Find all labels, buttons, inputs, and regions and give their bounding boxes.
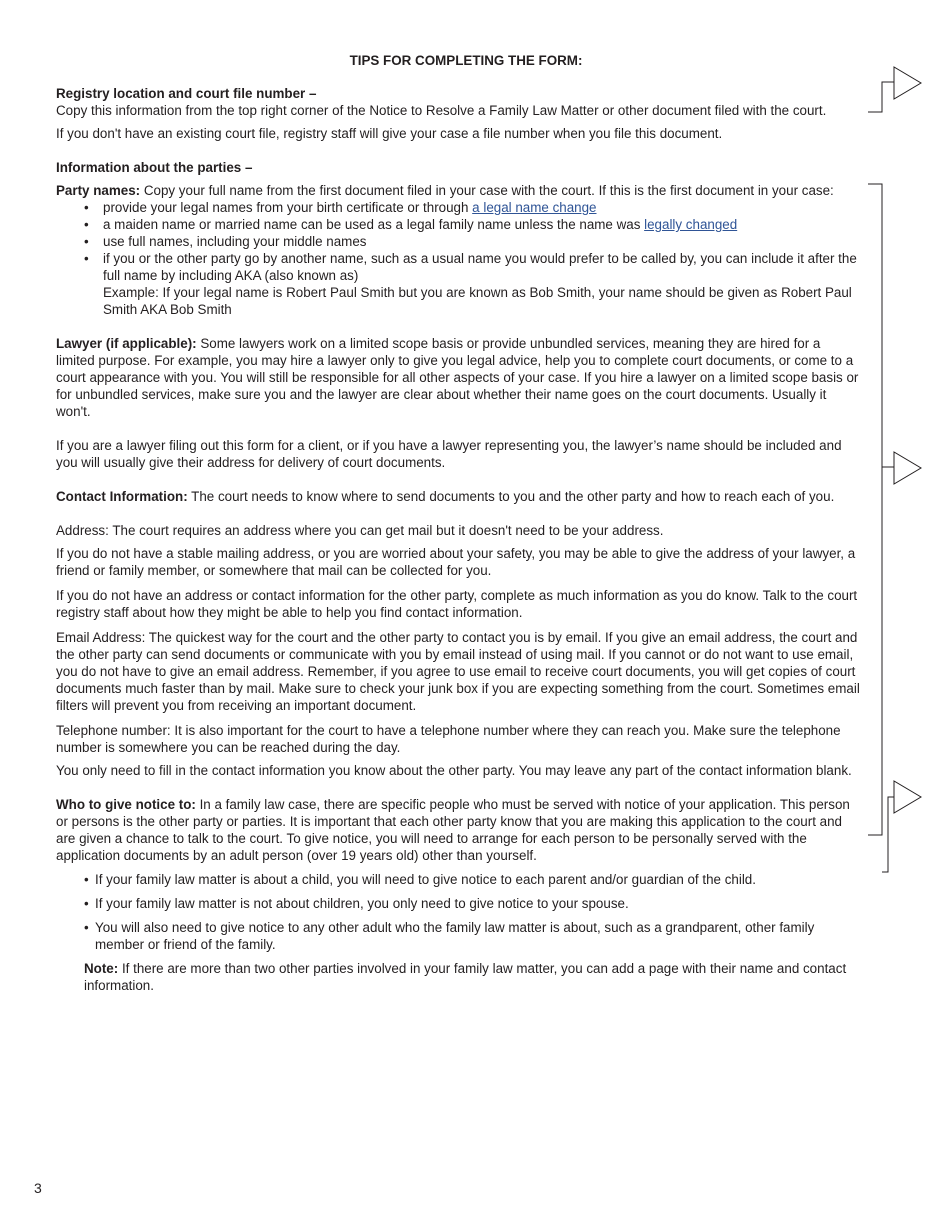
legally-changed-link[interactable]: legally changed (644, 217, 738, 232)
aka-example: Example: If your legal name is Robert Paul Smith but you are known as Bob Smith, your name should be given as Robert Paul Smith AKA Bob Smith (103, 285, 852, 317)
lawyer-paragraph (56, 335, 862, 420)
notice-text: In a family law case, there are specific people who must be served with notice of your application. This person or persons is the other party or parties. It is important that each other party know that you are making this application to the court and are given a chance to talk to the court. To give notice, you will need to arrange for each person to be personally served with the application documents by an adult person (over 19 years old) other than yourself. (56, 797, 850, 863)
bullet-icon: • (84, 896, 89, 911)
page-number: 3 (34, 1180, 42, 1196)
notice-label: Who to give notice to: (56, 797, 196, 812)
lawyer-text: Some lawyers work on a limited scope basis or provide unbundled services, meaning they are hired for a limited purpose. For example, you may hire a lawyer only to give you legal advice, help you to complete court documents, or come to a court appearance with you. You will still be responsible for all other aspects of your case. If you hire a lawyer on a limited scope basis or for unbundled services, make sure you and the lawyer are clear about whether their name goes on the court documents. Usually it won't. (56, 336, 859, 419)
party-names-label: Party names: (56, 183, 141, 198)
bullet-icon: • (84, 251, 89, 266)
parties-heading: Information about the parties – (56, 160, 253, 175)
bracket-notice (882, 781, 921, 872)
notice-list (56, 871, 862, 953)
list-item (84, 199, 862, 216)
lawyer-label: Lawyer (if applicable): (56, 336, 197, 351)
note-text: If there are more than two other parties involved in your family law matter, you can add a page with their name and contact information. (84, 961, 847, 993)
notice-paragraph (56, 796, 862, 864)
other-party-contact-paragraph: If you do not have an address or contact information for the other party, complete as much information as you do know. Talk to the court registry staff about how they might be able to help you find contact information. (56, 588, 858, 620)
bracket-parties (868, 184, 921, 835)
list-item-text: a maiden name or married name can be used as a legal family name unless the name was (103, 217, 645, 232)
bullet-icon: • (84, 200, 89, 215)
lawyer-paragraph-2: If you are a lawyer filing out this form for a client, or if you have a lawyer representing you, the lawyer’s name should be included and you will usually give their address for delivery of court documents. (56, 438, 842, 470)
document-body (56, 50, 862, 994)
note-paragraph (84, 960, 862, 994)
list-item-text: If your family law matter is not about children, you only need to give notice to your spouse. (95, 896, 629, 911)
contact-paragraph (56, 488, 862, 505)
email-paragraph: Email Address: The quickest way for the court and the other party to contact you is by email. If you give an email address, the court and the other party can send documents or communicate with you by email instead of using mail. If you cannot or do not want to use email, you do not have to give an email address. Remember, if you agree to use email to receive court documents, you will get copies of court documents much faster than by mail. Make sure to check your junk box if you are expecting something from the court. Sometimes email filters will prevent you from receiving an important document. (56, 630, 860, 713)
registry-heading: Registry location and court file number – (56, 86, 317, 101)
contact-text: The court needs to know where to send documents to you and the other party and how to reach each of you. (187, 489, 835, 504)
party-names-text: Copy your full name from the first document filed in your case with the court. If this is the first document in your case: (140, 183, 834, 198)
list-item (84, 895, 862, 912)
list-item-text: You will also need to give notice to any other adult who the family law matter is about, such as a grandparent, other family member or friend of the family. (95, 920, 815, 952)
telephone-paragraph: Telephone number: It is also important for the court to have a telephone number where they can reach you. Make sure the telephone number is somewhere you can be reached during the day. (56, 723, 841, 755)
party-names-list (56, 199, 862, 318)
contact-only-paragraph: You only need to fill in the contact information you know about the other party. You may leave any part of the contact information blank. (56, 763, 852, 778)
party-names-paragraph (56, 182, 862, 199)
bullet-icon: • (84, 920, 89, 935)
list-item (84, 250, 862, 318)
list-item (84, 871, 862, 888)
list-item (84, 216, 862, 233)
registry-paragraph-2: If you don't have an existing court file, registry staff will give your case a file number when you file this document. (56, 126, 723, 141)
bracket-registry (868, 67, 921, 112)
stable-address-paragraph: If you do not have a stable mailing address, or you are worried about your safety, you may be able to give the address of your lawyer, a friend or family member, or somewhere that mail can be collected for you. (56, 546, 856, 578)
list-item-text: If your family law matter is about a child, you will need to give notice to each parent and/or guardian of the child. (95, 872, 756, 887)
bullet-icon: • (84, 234, 89, 249)
address-paragraph: Address: The court requires an address where you can get mail but it doesn't need to be your address. (56, 523, 664, 538)
list-item-text: use full names, including your middle names (103, 234, 367, 249)
bullet-icon: • (84, 872, 89, 887)
note-label: Note: (84, 961, 119, 976)
list-item (84, 233, 862, 250)
list-item (84, 919, 862, 953)
page-title: TIPS FOR COMPLETING THE FORM: (349, 53, 583, 68)
contact-label: Contact Information: (56, 489, 188, 504)
list-item-text: if you or the other party go by another name, such as a usual name you would prefer to be called by, you can include it after the full name by including AKA (also known as) (103, 251, 857, 283)
registry-paragraph-1: Copy this information from the top right corner of the Notice to Resolve a Family Law Matter or other document filed with the court. (56, 103, 827, 118)
legal-name-change-link[interactable]: a legal name change (472, 200, 597, 215)
bullet-icon: • (84, 217, 89, 232)
list-item-text: provide your legal names from your birth certificate or through (103, 200, 473, 215)
